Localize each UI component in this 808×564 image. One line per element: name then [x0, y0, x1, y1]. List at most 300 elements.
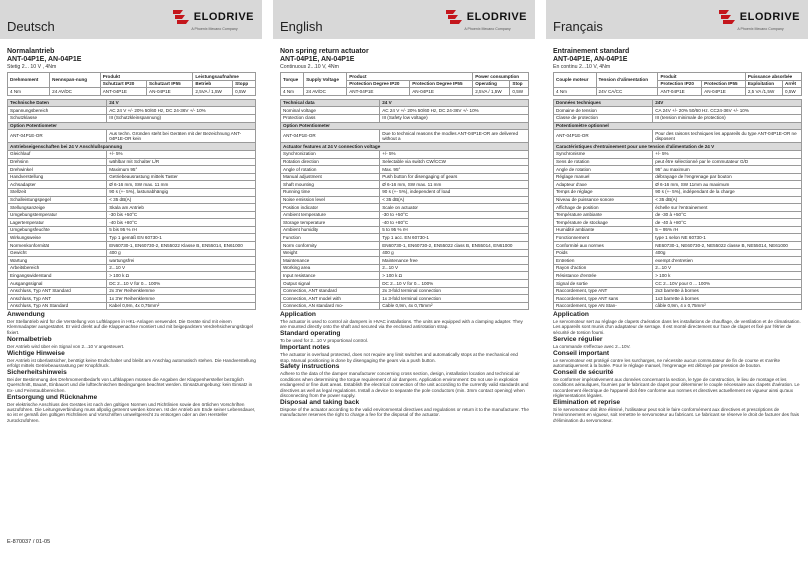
section-heading: Important notes — [280, 344, 330, 352]
table-cell: Eingangswiderstand — [8, 272, 107, 280]
table-cell: NE60730-1, NE60730-2, NE55022 classe B, NE55014, NE61000 — [653, 242, 802, 250]
table-row — [554, 264, 802, 272]
table-cell: 2,5VA / 1,5W — [473, 88, 510, 96]
table-row — [554, 280, 802, 288]
table-row — [281, 234, 529, 242]
table-cell: Scale on actuator — [380, 204, 529, 212]
table-cell: Umgebungsfeuchte — [8, 226, 107, 234]
table-cell: Ausgangssignal — [8, 280, 107, 288]
table-row — [281, 204, 529, 212]
table-header: Arrêt — [783, 80, 802, 88]
table-cell: 24 V — [107, 99, 256, 107]
table-row — [8, 226, 256, 234]
language-title: Deutsch — [7, 19, 55, 34]
table-cell: Skala am Antrieb — [107, 204, 256, 212]
table-row — [554, 211, 802, 219]
table-cell: Connection, ANT model with — [281, 295, 380, 303]
table-cell: Technische Daten — [8, 99, 107, 107]
table-cell: 5 bis 95 % rH — [107, 226, 256, 234]
table-cell: de -30 à +50°C — [653, 211, 802, 219]
table-row — [8, 181, 256, 189]
table-row — [8, 264, 256, 272]
table-header: Power consumption — [473, 73, 529, 81]
table-section-header: Antriebseigenschaften bei 24 V Anschlußspannung — [8, 143, 256, 151]
table-row — [281, 173, 529, 181]
section-heading: Application — [553, 310, 589, 318]
table-cell: 5 to 95 % rH — [380, 226, 529, 234]
table-row — [8, 99, 256, 107]
table-cell: Connection, ANT standard — [281, 287, 380, 295]
section-heading: Disposal and taking back — [280, 398, 360, 406]
table-row — [281, 158, 529, 166]
table-row — [554, 166, 802, 174]
table-cell: > 100 k Ω — [380, 272, 529, 280]
section-heading: Normalbetrieb — [7, 335, 52, 343]
table-cell: 2...10 V — [380, 264, 529, 272]
logo-tagline: A Phoenix Mecano Company — [464, 27, 511, 31]
table-cell: Entretien — [554, 257, 653, 265]
table-cell: Wartung — [8, 257, 107, 265]
table-cell: Signal de sortie — [554, 280, 653, 288]
table-row — [8, 166, 256, 174]
table-header: Leistungsaufnahme — [193, 73, 256, 81]
table-header: Betrieb — [193, 80, 233, 88]
table-cell: AC 24 V +/- 20% 50/60 Hz, DC 24-36V +/- 10% — [107, 107, 256, 115]
table-cell: Due to technical reasons the modles ANT-04P1E-OR are delivered without a — [380, 130, 529, 143]
section-heading: Safety instructions — [280, 363, 340, 371]
table-cell: Noise emission level — [281, 196, 380, 204]
table-row — [554, 114, 802, 122]
section-text: La commande s'effectue avec 2...10V. — [553, 343, 631, 349]
table-cell: 2,5 VA /1,5W — [745, 88, 782, 96]
table-cell: 1x3 barrette à bornes — [653, 295, 802, 303]
table-cell: 24V CA/CC — [596, 88, 658, 96]
table-cell: Raccordement, type ANT — [554, 287, 653, 295]
table-cell: Ø 6-16 mm, SW max. 11 mm — [380, 181, 529, 189]
table-cell: 2,5VA / 1,5W — [193, 88, 233, 96]
table-cell: 400 g — [107, 249, 256, 257]
table-row — [8, 287, 256, 295]
table-row — [8, 295, 256, 303]
logo-tagline: A Phoenix Mecano Company — [191, 27, 238, 31]
product-subtitle: Stetig 2... 10 V , 4Nm — [7, 64, 57, 70]
table-row — [8, 173, 256, 181]
table-cell: 4 Nm — [281, 88, 304, 96]
table-row — [281, 188, 529, 196]
elodrive-logo-icon — [719, 10, 735, 24]
table-header: Supply Voltage — [304, 73, 347, 88]
table-cell: ANT-04P1E-OR — [8, 130, 107, 143]
table-row — [554, 257, 802, 265]
table-cell: AN-04P1E — [410, 88, 473, 96]
table-cell: -40 to +80°C — [380, 219, 529, 227]
table-cell: 95° au maximum — [653, 166, 802, 174]
table-cell: Typ 1 acc. EN 60730-1 — [380, 234, 529, 242]
table-row — [8, 158, 256, 166]
table-row — [554, 107, 802, 115]
table-cell: câble 0,9m, 4 x 0,75mm² — [653, 302, 802, 310]
table-cell: Getriebeausrastung mittels Taster — [107, 173, 256, 181]
table-cell: Stellungsanzeige — [8, 204, 107, 212]
column-en — [273, 0, 535, 564]
product-subtitle: En continu 2...10 V, 4Nm — [553, 64, 611, 70]
table-cell: 400g — [653, 249, 802, 257]
table-section-header: Option Potentiometer — [8, 122, 256, 130]
table-row — [8, 234, 256, 242]
table-row — [554, 181, 802, 189]
section-text: Adhere to the data of the damper manufacturer concerning cross section, design, installation location and technical air conditions when determining the torque requirement of air dampers. Application environment: Do not use in explosion endangered or fine dust areas. Establish the electrical connection of the unit according to the currently valid standards and directives as well as legal regulations. Install a device to separate the pole conductors (min. 3mm contact opening) when disconnecting from the power supply. — [280, 371, 529, 399]
table-row — [281, 242, 529, 250]
table-cell: wählbar mit Schalter L/R — [107, 158, 256, 166]
table-cell: Niveau de puissance sonore — [554, 196, 653, 204]
table-cell: Nominal voltage — [281, 107, 380, 115]
table-row — [281, 99, 529, 107]
table-cell: de -40 à +80°C — [653, 219, 802, 227]
table-cell: Drehwinkel — [8, 166, 107, 174]
elodrive-logo — [446, 8, 527, 31]
product-models: ANT-04P1E, AN-04P1E — [7, 56, 82, 63]
logo-tagline: A Phoenix Mecano Company — [737, 27, 784, 31]
table-header: Exploitation — [745, 80, 782, 88]
table-row — [281, 107, 529, 115]
product-models: ANT-04P1E, AN-04P1E — [553, 56, 628, 63]
tech-table — [553, 99, 802, 311]
table-cell: ANT-04P1E-OR — [554, 130, 653, 143]
table-cell: Synchronization — [281, 150, 380, 158]
table-cell: Arbeitsbereich — [8, 264, 107, 272]
table-cell: Classe de protection — [554, 114, 653, 122]
table-cell: Umgebungstemperatur — [8, 211, 107, 219]
section-text: Dispose of the actuator according to the valid environmental directives and regulations or return it to the manufacturer. The manufacturer reserves the right to charge a fee for the disposal of the actuator. — [280, 406, 529, 418]
section-text: Le servomoteur sert au réglage de clapets d'aération dans les installations de chauffage, de ventilation et de climatisation. Les appareils sont munis d'un adaptateur de serrage. Il est monté directement sur l'axe de clapet et fixé par l'étrier de sécurité de torsion fourni. — [553, 318, 801, 335]
elodrive-logo-icon — [173, 10, 189, 24]
table-row — [554, 249, 802, 257]
table-cell: < 35 dB(A) — [380, 196, 529, 204]
table-cell: Aus techn. Gründen steht bei Geräten mit der Bezeichnung ANT-04P1E-OR kein — [107, 130, 256, 143]
table-row — [281, 226, 529, 234]
section-heading: Sicherheitshinweis — [7, 368, 67, 376]
table-row — [281, 287, 529, 295]
column-header — [0, 0, 262, 39]
table-cell: Weight — [281, 249, 380, 257]
table-cell: 24V — [653, 99, 802, 107]
section-heading: Wichtige Hinweise — [7, 349, 65, 357]
table-cell: 24 AV/DC — [50, 88, 101, 96]
table-section-header: Caractéristiques d'entrainement pour une tension d'alimentation de 24 V — [554, 143, 802, 151]
table-row — [8, 188, 256, 196]
table-cell: Handverstellung — [8, 173, 107, 181]
table-cell: Schalleistungspegel — [8, 196, 107, 204]
table-cell: 4 Nm — [554, 88, 597, 96]
table-cell: Connection, AN standard mo- — [281, 302, 380, 310]
section-text: Der Antrieb ist überlastsicher, benötigt keine Endschalter und bleibt am Anschlag automatisch stehen. Die Handverstellung erfolgt mittels Getriebeausrastung per Knopfdruck. — [7, 357, 256, 368]
table-row — [8, 257, 256, 265]
table-header: Couple moteur — [554, 73, 597, 88]
table-row — [281, 264, 529, 272]
table-cell: Données techniques — [554, 99, 653, 107]
table-cell: -30 to +50°C — [380, 211, 529, 219]
table-cell: 2x 3-fold terminal connection — [380, 287, 529, 295]
table-row — [554, 130, 802, 143]
table-cell: 0,5W — [233, 88, 256, 96]
table-header: Schutzart IP55 — [147, 80, 193, 88]
table-cell: ANT-04P1E — [347, 88, 410, 96]
table-cell: < 35 dB(A) — [107, 196, 256, 204]
table-row — [554, 272, 802, 280]
table-cell: Ø 6-16 mm, SW max. 11 mm — [107, 181, 256, 189]
table-row — [281, 257, 529, 265]
section-text: The actuator is used to control air dampers in HVAC installations. The units are equipped with a clamping adapter. They are mounted directly onto the shaft and secured via the enclosed antirotation strap. — [280, 318, 523, 330]
table-cell: Wirkungsweise — [8, 234, 107, 242]
table-header: Torque — [281, 73, 304, 88]
table-cell: Affichage de position — [554, 204, 653, 212]
table-row — [554, 150, 802, 158]
section-text: Le servomoteur est protégé contre les surcharges, ne nécessite aucun commutateur de fin de course et s'arrête automatiquement à la butée. Pour le réglage manuel, l'engrenage est débrayé par pression de bouton. — [553, 357, 781, 368]
language-title: Français — [553, 19, 603, 34]
table-cell: Kabel 0,9m, 4x 0,75mm² — [107, 302, 256, 310]
logo-wordmark: ELODRIVE — [193, 10, 254, 23]
table-row — [8, 249, 256, 257]
column-de — [0, 0, 262, 564]
table-cell: > 100 k Ω — [107, 272, 256, 280]
language-title: English — [280, 19, 323, 34]
table-row — [8, 114, 256, 122]
table-cell: Raccordement, type ANT sans — [554, 295, 653, 303]
table-cell: III (tension minimale de protection) — [653, 114, 802, 122]
section-heading: Conseil de sécurité — [553, 368, 614, 376]
table-cell: Input resistance — [281, 272, 380, 280]
table-section-header: Actuator features at 24 V connection voltage — [281, 143, 529, 151]
table-row — [8, 150, 256, 158]
tech-table — [7, 99, 256, 311]
table-cell: Technical data — [281, 99, 380, 107]
table-cell: Maintenance — [281, 257, 380, 265]
table-cell: Synchronisme — [554, 150, 653, 158]
logo-wordmark: ELODRIVE — [466, 10, 527, 23]
table-cell: wartungsfrei — [107, 257, 256, 265]
section-heading: Anwendung — [7, 310, 45, 318]
table-cell: +/- 5% — [653, 150, 802, 158]
table-cell: -40 bis +80°C — [107, 219, 256, 227]
table-cell: Output signal — [281, 280, 380, 288]
tech-table — [280, 99, 529, 311]
table-cell: Selectable via switch CW/CCW — [380, 158, 529, 166]
table-cell: Achsadapter — [8, 181, 107, 189]
table-cell: Anschluss, Typ AN Standard — [8, 302, 107, 310]
table-row — [8, 196, 256, 204]
table-header: Schutzart IP20 — [100, 80, 146, 88]
table-row — [554, 196, 802, 204]
table-cell: 24 V — [380, 99, 529, 107]
table-header: Stopp — [233, 80, 256, 88]
table-row — [281, 211, 529, 219]
table-cell: Spannungsbereich — [8, 107, 107, 115]
table-header: Nennspan-nung — [50, 73, 101, 88]
table-header: Drehmoment — [8, 73, 50, 88]
table-cell: Temps de réglage — [554, 188, 653, 196]
logo-wordmark: ELODRIVE — [739, 10, 800, 23]
table-row — [554, 242, 802, 250]
table-cell: 0,5W — [510, 88, 529, 96]
table-cell: 0,5W — [783, 88, 802, 96]
table-row — [281, 114, 529, 122]
table-row — [281, 272, 529, 280]
table-cell: Shaft mounting — [281, 181, 380, 189]
section-text: Si le servomoteur doit être éliminé, l'utilisateur peut soit le faire conformément aux directives et prescriptions de l'environnement en vigueur, soit remettre le servomoteur au fabricant. Le fabricant se réserve le droit de facturer des frais d'élimination du servomoteur. — [553, 406, 799, 423]
product-subtitle: Continuous 2...10 V, 4Nm — [280, 64, 339, 70]
table-header: Puissance absorbée — [745, 73, 801, 81]
table-header: Operating — [473, 80, 510, 88]
table-cell: Rayon d'action — [554, 264, 653, 272]
table-row — [554, 287, 802, 295]
table-cell: DC 2...10 V für 0... 100% — [107, 280, 256, 288]
table-cell: III (Safety low voltage) — [380, 114, 529, 122]
table-cell: Manual adjustment — [281, 173, 380, 181]
table-row — [8, 107, 256, 115]
table-cell: Cable 0,9m, 4x 0,75mm² — [380, 302, 529, 310]
table-cell: Gleichlauf — [8, 150, 107, 158]
table-cell: Running time — [281, 188, 380, 196]
table-header: Tension d'alimentation — [596, 73, 658, 88]
product-table — [553, 72, 802, 96]
table-cell: exempt d'entretien — [653, 257, 802, 265]
table-cell: CC 2...10V pour 0 ... 100% — [653, 280, 802, 288]
table-cell: Push button for disengaging of gears — [380, 173, 529, 181]
table-row — [554, 219, 802, 227]
table-row — [281, 150, 529, 158]
table-row — [281, 181, 529, 189]
column-header — [546, 0, 808, 39]
section-text: To be used for 2...10 V proportional control. — [280, 338, 369, 344]
table-cell: Raccordement, type AN Stan- — [554, 302, 653, 310]
table-cell: Lagertemperatur — [8, 219, 107, 227]
table-cell: 24 AV/DC — [304, 88, 347, 96]
table-cell: Maximum 95° — [107, 166, 256, 174]
table-cell: Function — [281, 234, 380, 242]
table-row — [281, 130, 529, 143]
table-cell: Température ambiante — [554, 211, 653, 219]
table-header: Protection IP55 — [702, 80, 746, 88]
table-cell: Drehsinn — [8, 158, 107, 166]
table-cell: Pour des raisons techniques les appareils du type ANT-04P1E-OR ne disposent — [653, 130, 802, 143]
table-cell: Adapteur d'axe — [554, 181, 653, 189]
table-row — [8, 204, 256, 212]
table-row — [554, 99, 802, 107]
table-cell: peut être sélectionné par le commutateur G/D — [653, 158, 802, 166]
table-header: Product — [347, 73, 473, 81]
section-heading: Conseil important — [553, 349, 610, 357]
table-cell: type 1 selon NE 60730-1 — [653, 234, 802, 242]
table-row — [281, 166, 529, 174]
product-title: Entrainement standard — [553, 48, 630, 55]
table-cell: 2...10 V — [653, 264, 802, 272]
table-cell: Anschluss, Typ ANT Standard — [8, 287, 107, 295]
table-cell: +/- 5% — [380, 150, 529, 158]
section-text: Der Antrieb wird über ein Signal von 2...10 V angesteuert. — [7, 343, 125, 349]
table-cell: Poids — [554, 249, 653, 257]
column-header — [273, 0, 535, 39]
table-cell: Norm conformity — [281, 242, 380, 250]
table-cell: 1x 3'er Reihenklemme — [107, 295, 256, 303]
table-cell: Ambient temperature — [281, 211, 380, 219]
table-header: Protection Degree IP20 — [347, 80, 410, 88]
table-cell: Typ 1 gemäß EN 60730-1 — [107, 234, 256, 242]
table-cell: Anschluss, Typ ANT — [8, 295, 107, 303]
table-row — [281, 196, 529, 204]
table-cell: AN-04P1E — [702, 88, 746, 96]
table-cell: AN-04P1E — [147, 88, 193, 96]
table-cell: ANT-04P1E — [100, 88, 146, 96]
table-cell: Angle of rotation — [281, 166, 380, 174]
table-row — [8, 280, 256, 288]
table-cell: Position indicator — [281, 204, 380, 212]
table-cell: échelle sur l'entrainement — [653, 204, 802, 212]
table-cell: Ambient humidity — [281, 226, 380, 234]
table-cell: ANT-04P1E — [658, 88, 702, 96]
table-cell: 1x 3-fold terminal connection — [380, 295, 529, 303]
table-cell: ANT-04P1E-OR — [281, 130, 380, 143]
elodrive-logo-icon — [446, 10, 462, 24]
section-heading: Service régulier — [553, 335, 603, 343]
product-title: Normalantrieb — [7, 48, 55, 55]
table-row — [281, 295, 529, 303]
table-section-header: Option Potentiometer — [281, 122, 529, 130]
table-header: Protection IP20 — [658, 80, 702, 88]
table-row — [8, 219, 256, 227]
column-fr — [546, 0, 808, 564]
table-cell: 90 s (+- 5%), independent of load — [380, 188, 529, 196]
table-cell: EN60730-1, EN60730-2, EN55022 Klasse B, EN55014, EN61000 — [107, 242, 256, 250]
table-cell: Working area — [281, 264, 380, 272]
product-table — [7, 72, 256, 96]
section-text: Bei der Bestimmung des Drehmomentbedarfs von Luftklappen müssen die Angaben der Klappenhersteller bezüglich Querschnitt, Bauart, Einbauort und die lufttechnischen Bedingungen beachtet werden. Einsatzumgebung: kein Einsatz in Ex- und Feinstaubbereichen. — [7, 376, 253, 393]
section-heading: Elimination et reprise — [553, 398, 621, 406]
table-row — [554, 204, 802, 212]
section-heading: Standard operating — [280, 330, 341, 338]
elodrive-logo — [173, 8, 254, 31]
table-cell: Température de stockage — [554, 219, 653, 227]
table-header: Protection Degree IP55 — [410, 80, 473, 88]
table-row — [281, 219, 529, 227]
table-row — [8, 272, 256, 280]
table-cell: 5 – 95% rH — [653, 226, 802, 234]
table-row — [8, 211, 256, 219]
table-cell: Domaine de tension — [554, 107, 653, 115]
table-cell: 2...10 V — [107, 264, 256, 272]
table-cell: Conformité aux normes — [554, 242, 653, 250]
table-cell: Max. 95° — [380, 166, 529, 174]
table-cell: Normenkonformität — [8, 242, 107, 250]
table-row — [281, 280, 529, 288]
table-row — [554, 302, 802, 310]
table-cell: 90 s (+- 5%), lastunabhängig — [107, 188, 256, 196]
table-cell: 2x3 barrette à bornes — [653, 287, 802, 295]
table-cell: EN60730-1, EN60730-2, EN55022 class B, EN55014, EN61000 — [380, 242, 529, 250]
table-cell: Fonctionnement — [554, 234, 653, 242]
table-cell: Sens de rotation — [554, 158, 653, 166]
table-row — [554, 234, 802, 242]
product-table — [280, 72, 529, 96]
table-section-header: Potentiomètre optionnel — [554, 122, 802, 130]
table-cell: > 100 k — [653, 272, 802, 280]
table-cell: +/- 5% — [107, 150, 256, 158]
table-row — [8, 242, 256, 250]
table-cell: Schutzklasse — [8, 114, 107, 122]
table-cell: -30 bis +50°C — [107, 211, 256, 219]
table-row — [8, 302, 256, 310]
table-row — [281, 302, 529, 310]
table-row — [554, 226, 802, 234]
